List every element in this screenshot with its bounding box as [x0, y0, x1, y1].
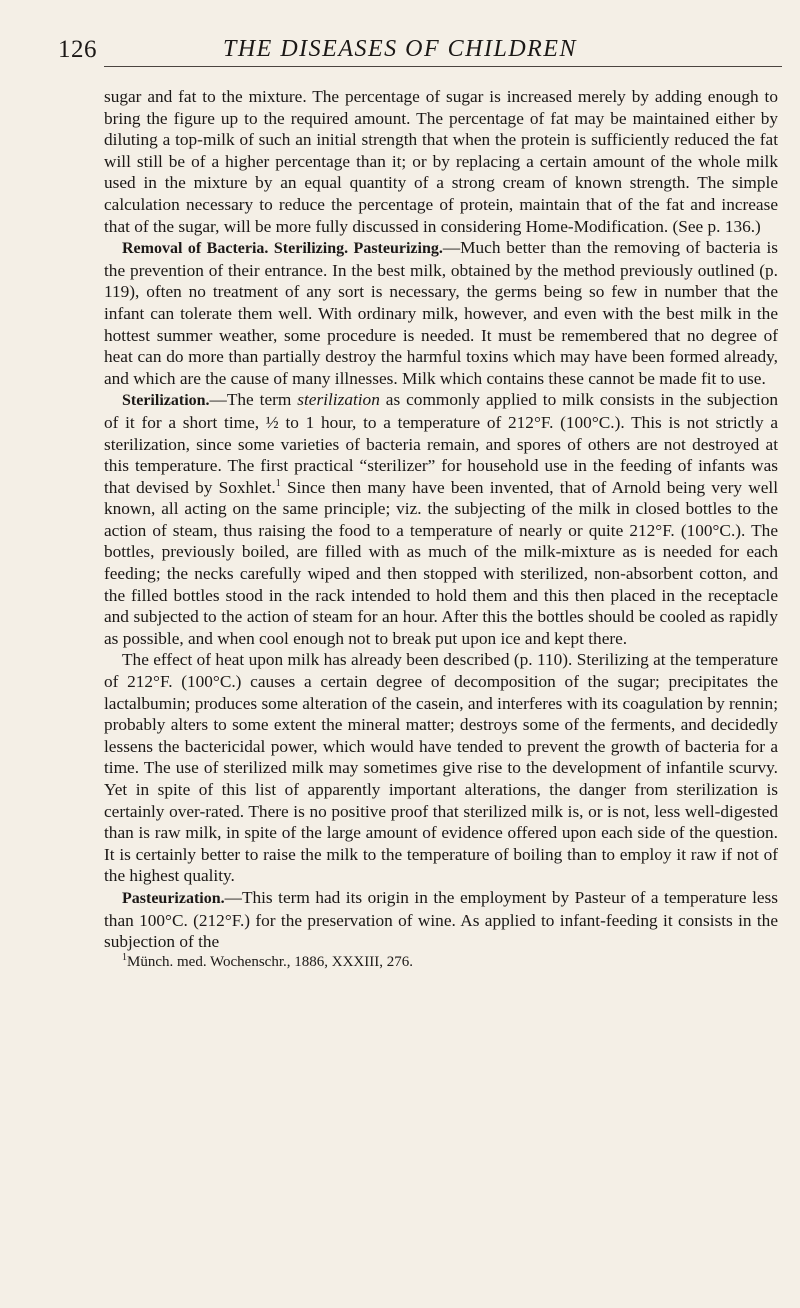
paragraph-pasteurization — [104, 887, 778, 953]
paragraph-sterilization — [104, 389, 778, 649]
paragraph-milk-mixture: sugar and fat to the mixture. The percentage of sugar is increased merely by adding enough to bring the figure up to the required amount. The percentage of fat may be maintained either by diluting a top-milk of such an initial strength that when the protein is sufficiently reduced the fat will still be of a higher percentage than it; or by replacing a certain amount of the whole milk used in the mixture by an equal quantity of a strong cream of known strength. The simple calculation necessary to reduce the percentage of protein, maintain that of the fat and increase that of the sugar, will be more fully discussed in considering Home-Modification. (See p. 136.) — [104, 87, 778, 236]
paragraph-text: —Much better than the removing of bacteria is the prevention of their entrance. In the best milk, obtained by the method previously outlined (p. 119), often no treatment of any sort is necessary, the germs being so few in number that the infant can tolerate them well. With ordinary milk, however, and even with the best milk in the hottest summer weather, some procedure is needed. It must be remembered that no degree of heat can do more than partially destroy the harmful toxins which may have been formed already, and which are the cause of many illnesses. Milk which contains these cannot be made fit to use. — [104, 238, 778, 388]
paragraph-effect-of-heat: The effect of heat upon milk has already been described (p. 110). Sterilizing at the temperature of 212°F. (100°C.) causes a certain degree of decomposition of the sugar; precipitates the lactalbumin; produces some alteration of the casein, and interferes with its coagulation by rennin; probably alters to some extent the mineral matter; destroys some of the ferments, and decidedly lessens the bactericidal power, which would have tended to prevent the growth of bacteria for a time. The use of sterilized milk may sometimes give rise to the development of infantile scurvy. Yet in spite of this list of apparently important alterations, the danger from sterilization is certainly over-rated. There is no positive proof that sterilized milk is, or is not, less well-digested than is raw milk, in spite of the large amount of evidence offered upon each side of the question. It is certainly better to raise the milk to the temperature of boiling than to employ it raw if not of the highest quality. — [104, 650, 778, 886]
body-text — [104, 86, 778, 971]
footnote-text: Münch. med. Wochenschr., 1886, XXXIII, 276. — [127, 953, 413, 970]
header-rule — [104, 66, 782, 67]
paragraph-text: Since then many have been invented, that of Arnold being very well known, all acting on the same principle; viz. the subjecting of the milk in closed bottles to the action of steam, thus raising the food to a temperature of nearly or quite 212°F. (100°C.). The bottles, previously boiled, are filled with as much of the milk-mixture as is needed for each feeding; the necks carefully wiped and then stopped with sterilized, non-absorbent cotton, and the filled bottles stood in the rack intended to hold them and this then placed in the receptacle and subjected to the action of steam for an hour. After this the bottles should be cooled as rapidly as possible, and when cool enough not to break put upon ice and kept there. — [104, 477, 778, 648]
page-header — [58, 36, 742, 76]
footnote-reference: 1 — [275, 477, 281, 489]
section-heading-pasteurization: Pasteurization. — [122, 889, 225, 907]
paragraph-text: —The term — [209, 390, 298, 410]
paragraph-text: —This term had its origin in the employment by Pasteur of a temperature less than 100°C. (212°F.) for the preservation of wine. As applied to infant-feeding it consists in the subjection of the — [104, 887, 778, 952]
page-number: 126 — [58, 36, 97, 63]
footnote — [104, 953, 778, 971]
italic-term: sterilization — [297, 390, 380, 410]
section-heading-removal: Removal of Bacteria. Sterilizing. Pasteurizing. — [122, 240, 443, 258]
paragraph-removal-of-bacteria — [104, 237, 778, 389]
paragraph-text: as commonly applied to milk consists in the subjection of it for a short time, ½ to 1 hour, to a temperature of 212°F. (100°C.). This is not strictly a sterilization, since some varieties of bacteria remain, and spores of others are not destroyed at this temperature. The first practical “sterilizer” for household use in the feeding of infants was that devised by Soxhlet. — [104, 390, 778, 497]
footnote-marker: 1 — [122, 951, 127, 963]
running-head: THE DISEASES OF CHILDREN — [223, 36, 577, 62]
section-heading-sterilization: Sterilization. — [122, 392, 210, 410]
